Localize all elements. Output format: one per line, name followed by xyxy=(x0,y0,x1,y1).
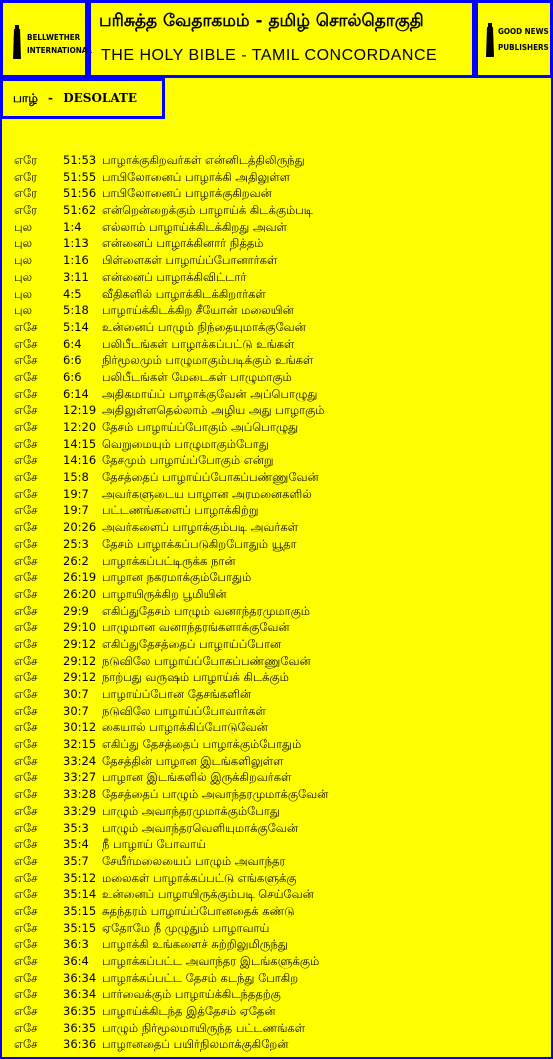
book-abbrev: எசே xyxy=(14,954,38,968)
verse-text: எல்லாம் பாழாய்க்கிடக்கிறது அவள் xyxy=(102,219,287,234)
verse-ref: 51:56 xyxy=(63,186,97,201)
list-item xyxy=(14,337,544,354)
verse-ref: 29:12 xyxy=(63,670,97,685)
book-abbrev: எசே xyxy=(14,653,38,668)
verse-ref: 36:34 xyxy=(63,970,97,985)
verse-ref: 3:11 xyxy=(63,269,89,284)
verse-ref: 35:14 xyxy=(63,887,97,902)
book-abbrev: எசே xyxy=(14,670,38,685)
book-abbrev: எசே xyxy=(14,820,38,835)
book-abbrev: எசே xyxy=(14,369,38,384)
verse-ref: 35:15 xyxy=(63,920,97,935)
verse-ref: 33:27 xyxy=(63,770,97,785)
list-item xyxy=(14,1021,544,1038)
verse-text: பட்டணங்களைப் பாழாக்கிற்று xyxy=(102,503,259,518)
title-english: THE HOLY BIBLE - TAMIL CONCORDANCE xyxy=(101,47,438,64)
verse-ref: 33:28 xyxy=(63,787,97,802)
list-item xyxy=(14,854,544,871)
title-box xyxy=(88,0,475,78)
verse-ref: 30:12 xyxy=(63,720,97,735)
list-item xyxy=(14,654,544,671)
verse-ref: 30:7 xyxy=(63,703,89,718)
verse-ref: 33:29 xyxy=(63,803,97,818)
verse-text: உன்னைப் பாழாயிருக்கும்படி செய்வேன் xyxy=(102,887,314,902)
book-abbrev: எசே xyxy=(14,687,38,701)
verse-text: பாழானதைப் பயிர்நிலமாக்குகிறேன் xyxy=(102,1037,289,1052)
book-abbrev: எசே xyxy=(14,503,38,518)
list-item xyxy=(14,153,544,170)
list-item xyxy=(14,754,544,771)
list-item xyxy=(14,437,544,454)
book-abbrev: புல xyxy=(14,236,33,251)
verse-text: பாழாக்கி உங்களைச் சுற்றிலுமிருந்து xyxy=(102,937,288,952)
verse-text: என்னைப் பாழாக்கினார் நித்தம் xyxy=(102,236,264,251)
verse-ref: 51:62 xyxy=(63,203,97,218)
book-abbrev: எசே xyxy=(14,570,38,585)
verse-ref: 15:8 xyxy=(63,470,89,485)
verse-ref: 29:12 xyxy=(63,636,97,651)
list-item xyxy=(14,837,544,854)
book-abbrev: எரே xyxy=(14,186,38,201)
verse-text: பாபிலோனைப் பாழாக்கி அதிலுள்ள xyxy=(102,169,291,184)
book-abbrev: எசே xyxy=(14,486,38,501)
list-item xyxy=(14,720,544,737)
verse-text: அதிகமாய்ப் பாழாக்குவேன் அப்பொழுது xyxy=(102,386,318,401)
book-abbrev: எசே xyxy=(14,887,38,902)
book-abbrev: எசே xyxy=(14,386,38,401)
logo-text-line1: BELLWETHER xyxy=(27,33,81,42)
verse-ref: 36:34 xyxy=(63,987,97,1002)
verse-ref: 12:19 xyxy=(63,403,97,418)
list-item xyxy=(14,1037,544,1054)
keyword-tamil: பாழ் xyxy=(13,91,38,105)
verse-ref: 14:15 xyxy=(63,436,97,451)
verse-text: பாழான இடங்களில் இருக்கிறவர்கள் xyxy=(102,770,292,785)
book-abbrev: எசே xyxy=(14,553,38,568)
list-item xyxy=(14,937,544,954)
list-item xyxy=(14,287,544,304)
verse-text: சுதந்தரம் பாழாய்ப்போனதைக் கண்டு xyxy=(102,903,295,918)
verse-ref: 29:12 xyxy=(63,653,97,668)
verse-text: அவர்களுடைய பாழான அரமனைகளில் xyxy=(102,486,312,501)
list-item xyxy=(14,453,544,470)
verse-ref: 19:7 xyxy=(63,486,89,501)
logo-text-line2: PUBLISHERS xyxy=(498,43,549,52)
verse-text: ஏதோமே நீ முழுதும் பாழாவாய் xyxy=(102,920,270,935)
list-item xyxy=(14,186,544,203)
book-abbrev: எசே xyxy=(14,787,38,802)
verse-text: அதிலுள்ளதெல்லாம் அழிய அது பாழாகும் xyxy=(102,403,325,418)
verse-ref: 5:14 xyxy=(63,319,89,334)
verse-ref: 1:16 xyxy=(63,253,89,268)
verse-text: பாழாக்கப்பட்டிருக்க நான் xyxy=(102,553,236,568)
verse-text: அவர்களைப் பாழாக்கும்படி அவர்கள் xyxy=(102,520,299,535)
verse-ref: 32:15 xyxy=(63,737,97,752)
verse-text: வீதிகளில் பாழாக்கிடக்கிறார்கள் xyxy=(102,286,266,301)
list-item xyxy=(14,370,544,387)
verse-text: பாழாய்ப்போன தேசங்களின் xyxy=(102,687,252,701)
verse-ref: 5:18 xyxy=(63,303,89,318)
keyword-box xyxy=(0,78,165,119)
book-abbrev: எசே xyxy=(14,536,38,551)
book-abbrev: எசே xyxy=(14,987,38,1002)
list-item xyxy=(14,637,544,654)
book-abbrev: புல xyxy=(14,286,33,301)
book-abbrev: எசே xyxy=(14,586,38,601)
verse-ref: 25:3 xyxy=(63,536,89,551)
verse-text: பாழாயிருக்கிற பூமியின் xyxy=(102,586,227,601)
verse-text: தேசம் பாழாக்கப்படுகிறபோதும் யூதா xyxy=(102,536,297,551)
list-item xyxy=(14,687,544,704)
verse-text: நாற்பது வருஷம் பாழாய்க் கிடக்கும் xyxy=(102,670,289,685)
list-item xyxy=(14,320,544,337)
list-item xyxy=(14,587,544,604)
verse-text: பாழாய்க்கிடந்த இத்தேசம் ஏதேன் xyxy=(102,1004,276,1019)
verse-text: பார்வைக்கும் பாழாய்க்கிடந்ததற்கு xyxy=(102,987,281,1002)
list-item xyxy=(14,270,544,287)
keyword-separator: - xyxy=(48,91,54,105)
book-abbrev: எசே xyxy=(14,770,38,785)
book-abbrev: புல xyxy=(14,253,33,268)
list-item xyxy=(14,954,544,971)
list-item xyxy=(14,787,544,804)
book-abbrev: எசே xyxy=(14,453,38,468)
book-abbrev: புல xyxy=(14,303,33,318)
keyword-english: DESOLATE xyxy=(63,91,138,105)
book-abbrev: எசே xyxy=(14,1004,38,1019)
list-item xyxy=(14,387,544,404)
book-abbrev: எசே xyxy=(14,720,38,735)
list-item xyxy=(14,170,544,187)
verse-text: தேசமும் பாழாய்ப்போகும் என்று xyxy=(102,453,274,468)
verse-text: பாழாக்குகிறவர்கள் என்னிடத்திலிருந்து xyxy=(102,153,305,167)
verse-ref: 14:16 xyxy=(63,453,97,468)
verse-text: நடுவிலே பாழாய்ப்போகப்பண்ணுவேன் xyxy=(102,653,311,668)
list-item xyxy=(14,987,544,1004)
list-item xyxy=(14,704,544,721)
list-item xyxy=(14,353,544,370)
book-abbrev: எசே xyxy=(14,353,38,368)
verse-text: பாழும் அவாந்தரமுமாக்கும்போது xyxy=(102,803,280,818)
book-abbrev: புல xyxy=(14,219,33,234)
verse-text: எகிப்து தேசத்தைப் பாழாக்கும்போதும் xyxy=(102,737,302,752)
book-abbrev: எசே xyxy=(14,853,38,868)
book-abbrev: எரே xyxy=(14,203,38,218)
verse-ref: 36:4 xyxy=(63,954,89,968)
verse-ref: 19:7 xyxy=(63,503,89,518)
list-item xyxy=(14,871,544,888)
book-abbrev: எசே xyxy=(14,336,38,351)
book-abbrev: எசே xyxy=(14,837,38,852)
book-abbrev: எசே xyxy=(14,870,38,885)
verse-ref: 12:20 xyxy=(63,420,97,434)
list-item xyxy=(14,503,544,520)
verse-text: பாழுமான வனாந்தரங்களாக்குவேன் xyxy=(102,620,290,635)
book-abbrev: எசே xyxy=(14,436,38,451)
list-item xyxy=(14,770,544,787)
list-item xyxy=(14,737,544,754)
list-item xyxy=(14,971,544,988)
verse-ref: 35:7 xyxy=(63,853,89,868)
verse-ref: 4:5 xyxy=(63,286,82,301)
verse-text: பாழான நகரமாக்கும்போதும் xyxy=(102,570,252,585)
book-abbrev: எசே xyxy=(14,903,38,918)
verse-text: எகிப்துதேசத்தைப் பாழாய்ப்போன xyxy=(102,636,282,651)
book-abbrev: எரே xyxy=(14,153,38,167)
list-item xyxy=(14,570,544,587)
verse-ref: 35:12 xyxy=(63,870,97,885)
verse-ref: 20:26 xyxy=(63,520,97,535)
verse-ref: 1:4 xyxy=(63,219,82,234)
verse-ref: 29:10 xyxy=(63,620,97,635)
book-abbrev: எசே xyxy=(14,636,38,651)
publisher-logo-left xyxy=(0,0,92,78)
verse-text: தேசம் பாழாய்ப்போகும் அப்பொழுது xyxy=(102,420,299,434)
book-abbrev: புல xyxy=(14,269,33,284)
verse-ref: 35:3 xyxy=(63,820,89,835)
verse-ref: 26:20 xyxy=(63,586,97,601)
concordance-list xyxy=(14,153,544,1054)
verse-ref: 35:15 xyxy=(63,903,97,918)
list-item xyxy=(14,670,544,687)
book-abbrev: எசே xyxy=(14,753,38,768)
verse-text: பிள்ளைகள் பாழாய்ப்போனார்கள் xyxy=(102,253,278,268)
verse-ref: 26:2 xyxy=(63,553,89,568)
list-item xyxy=(14,487,544,504)
verse-text: உன்னைப் பாழும் நிந்தையுமாக்குவேன் xyxy=(102,319,306,334)
verse-ref: 33:24 xyxy=(63,753,97,768)
verse-text: பாபிலோனைப் பாழாக்குகிறவன் xyxy=(102,186,272,201)
verse-text: என்னைப் பாழாக்கிவிட்டார் xyxy=(102,269,247,284)
list-item xyxy=(14,921,544,938)
list-item xyxy=(14,236,544,253)
book-abbrev: எசே xyxy=(14,937,38,952)
book-abbrev: எசே xyxy=(14,920,38,935)
book-abbrev: எசே xyxy=(14,319,38,334)
verse-ref: 35:4 xyxy=(63,837,89,852)
verse-ref: 6:4 xyxy=(63,336,82,351)
verse-text: பாழாக்கப்பட்ட அவாந்தர இடங்களுக்கும் xyxy=(102,954,320,968)
verse-ref: 6:6 xyxy=(63,353,82,368)
lighthouse-icon xyxy=(486,21,494,59)
verse-text: பாழாக்கப்பட்ட தேசம் கடந்து போகிற xyxy=(102,970,299,985)
list-item xyxy=(14,904,544,921)
verse-ref: 51:55 xyxy=(63,169,97,184)
book-abbrev: எசே xyxy=(14,803,38,818)
list-item xyxy=(14,887,544,904)
verse-text: நடுவிலே பாழாய்ப்போவார்கள் xyxy=(102,703,266,718)
list-item xyxy=(14,537,544,554)
verse-text: தேசத்தைப் பாழும் அவாந்தரமுமாக்குவேன் xyxy=(102,787,329,802)
verse-text: பலிபீடங்கள் பாழாக்கப்பட்டு உங்கள் xyxy=(102,336,295,351)
list-item xyxy=(14,220,544,237)
list-item xyxy=(14,403,544,420)
verse-ref: 36:36 xyxy=(63,1037,97,1052)
logo-text-line2: INTERNATIONAL xyxy=(27,46,92,55)
book-abbrev: எசே xyxy=(14,470,38,485)
list-item xyxy=(14,821,544,838)
list-item xyxy=(14,1004,544,1021)
verse-text: சேயீர்மலையைப் பாழும் அவாந்தர xyxy=(102,853,286,868)
list-item xyxy=(14,804,544,821)
lighthouse-icon xyxy=(13,25,21,59)
book-abbrev: எசே xyxy=(14,1037,38,1052)
verse-text: வெறுமையும் பாழுமாகும்போது xyxy=(102,436,269,451)
book-abbrev: எசே xyxy=(14,737,38,752)
verse-text: தேசத்தைப் பாழாய்ப்போகப்பண்ணுவேன் xyxy=(102,470,319,485)
verse-ref: 6:6 xyxy=(63,369,82,384)
verse-text: நிர்மூலமும் பாழுமாகும்படிக்கும் உங்கள் xyxy=(102,353,314,368)
verse-text: பாழும் அவாந்தரவெளியுமாக்குவேன் xyxy=(102,820,298,835)
verse-text: பலிபீடங்கள் மேடைகள் பாழுமாகும் xyxy=(102,369,292,384)
verse-text: மலைகள் பாழாக்கப்பட்டு எங்களுக்கு xyxy=(102,870,297,885)
verse-ref: 36:35 xyxy=(63,1004,97,1019)
keyword xyxy=(13,91,137,107)
list-item xyxy=(14,554,544,571)
list-item xyxy=(14,253,544,270)
list-item xyxy=(14,203,544,220)
book-abbrev: எசே xyxy=(14,603,38,618)
book-abbrev: எசே xyxy=(14,403,38,418)
verse-text: தேசத்தின் பாழான இடங்களிலுள்ள xyxy=(102,753,284,768)
verse-text: எகிப்துதேசம் பாழும் வனாந்தரமுமாகும் xyxy=(102,603,311,618)
list-item xyxy=(14,520,544,537)
logo-text-line1: GOOD NEWS xyxy=(498,27,549,36)
list-item xyxy=(14,420,544,437)
verse-ref: 1:13 xyxy=(63,236,89,251)
book-abbrev: எசே xyxy=(14,970,38,985)
list-item xyxy=(14,470,544,487)
book-abbrev: எசே xyxy=(14,703,38,718)
verse-ref: 26:19 xyxy=(63,570,97,585)
title-tamil: பரிசுத்த வேதாகமம் - தமிழ் சொல்தொகுதி xyxy=(99,11,424,31)
book-abbrev: எசே xyxy=(14,620,38,635)
verse-text: என்றென்றைக்கும் பாழாய்க் கிடக்கும்படி xyxy=(102,203,313,218)
book-abbrev: எசே xyxy=(14,420,38,434)
verse-ref: 6:14 xyxy=(63,386,89,401)
verse-ref: 51:53 xyxy=(63,153,97,167)
list-item xyxy=(14,620,544,637)
verse-ref: 36:35 xyxy=(63,1020,97,1035)
verse-ref: 30:7 xyxy=(63,687,89,701)
verse-ref: 29:9 xyxy=(63,603,89,618)
verse-text: பாழும் நிர்மூலமாயிருந்த பட்டணங்கள் xyxy=(102,1020,306,1035)
verse-text: பாழாய்க்கிடக்கிற சீயோன் மலையின் xyxy=(102,303,294,318)
book-abbrev: எரே xyxy=(14,169,38,184)
verse-text: கையால் பாழாக்கிப்போடுவேன் xyxy=(102,720,268,735)
publisher-logo-right xyxy=(475,0,553,78)
book-abbrev: எசே xyxy=(14,520,38,535)
verse-ref: 36:3 xyxy=(63,937,89,952)
list-item xyxy=(14,604,544,621)
book-abbrev: எசே xyxy=(14,1020,38,1035)
list-item xyxy=(14,303,544,320)
verse-text: நீ பாழாய் போவாய் xyxy=(102,837,206,852)
